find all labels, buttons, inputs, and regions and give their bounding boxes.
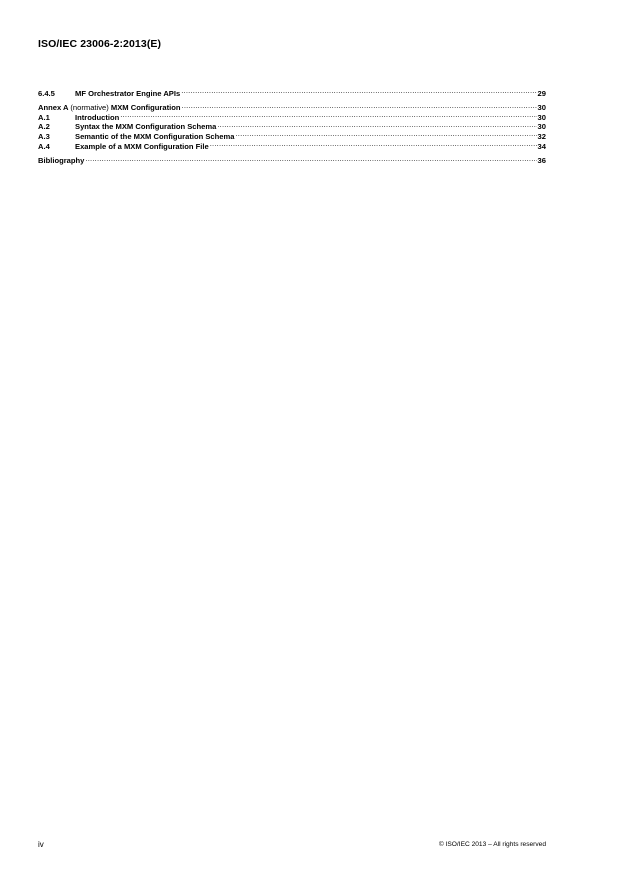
toc-entry-title: Syntax the MXM Configuration Schema (75, 122, 217, 132)
toc-entry-6-4-5[interactable] (38, 86, 546, 96)
toc-leader-dots (120, 110, 536, 120)
toc-leader-dots (217, 120, 536, 130)
annex-title: MXM Configuration (110, 103, 181, 113)
table-of-contents (38, 86, 546, 166)
toc-entry-number: A.3 (38, 131, 50, 141)
toc-entry-title: Bibliography (38, 156, 85, 166)
toc-leader-dots (181, 86, 536, 96)
toc-entry-title: Example of a MXM Configuration File (75, 141, 209, 151)
annex-qualifier: (normative) (70, 103, 109, 113)
toc-entry-number: A.4 (38, 141, 50, 151)
toc-entry-page: 36 (537, 156, 546, 166)
toc-entry-number: A.2 (38, 122, 50, 132)
toc-entry-title: Semantic of the MXM Configuration Schema (75, 131, 235, 141)
annex-label: Annex A (38, 103, 69, 113)
toc-entry-page: 30 (537, 103, 546, 113)
toc-leader-dots (85, 154, 536, 164)
page-number: iv (38, 840, 44, 849)
copyright-notice: © ISO/IEC 2013 – All rights reserved (438, 841, 546, 848)
toc-entry-title: MF Orchestrator Engine APIs (75, 88, 181, 98)
toc-entry-title: Introduction (75, 112, 120, 122)
toc-entry-page: 30 (537, 112, 546, 122)
toc-entry-page: 32 (537, 131, 546, 141)
document-header: ISO/IEC 23006-2:2013(E) (38, 38, 162, 50)
toc-leader-dots (235, 129, 536, 139)
toc-entry-number: A.1 (38, 112, 50, 122)
toc-entry-bibliography[interactable] (38, 154, 546, 164)
toc-entry-page: 34 (537, 141, 546, 151)
toc-leader-dots (210, 139, 537, 149)
toc-entry-annex-a[interactable] (38, 101, 546, 111)
toc-entry-number: 6.4.5 (38, 88, 55, 98)
toc-entry-page: 29 (537, 88, 546, 98)
toc-leader-dots (182, 101, 537, 111)
toc-entry-page: 30 (537, 122, 546, 132)
